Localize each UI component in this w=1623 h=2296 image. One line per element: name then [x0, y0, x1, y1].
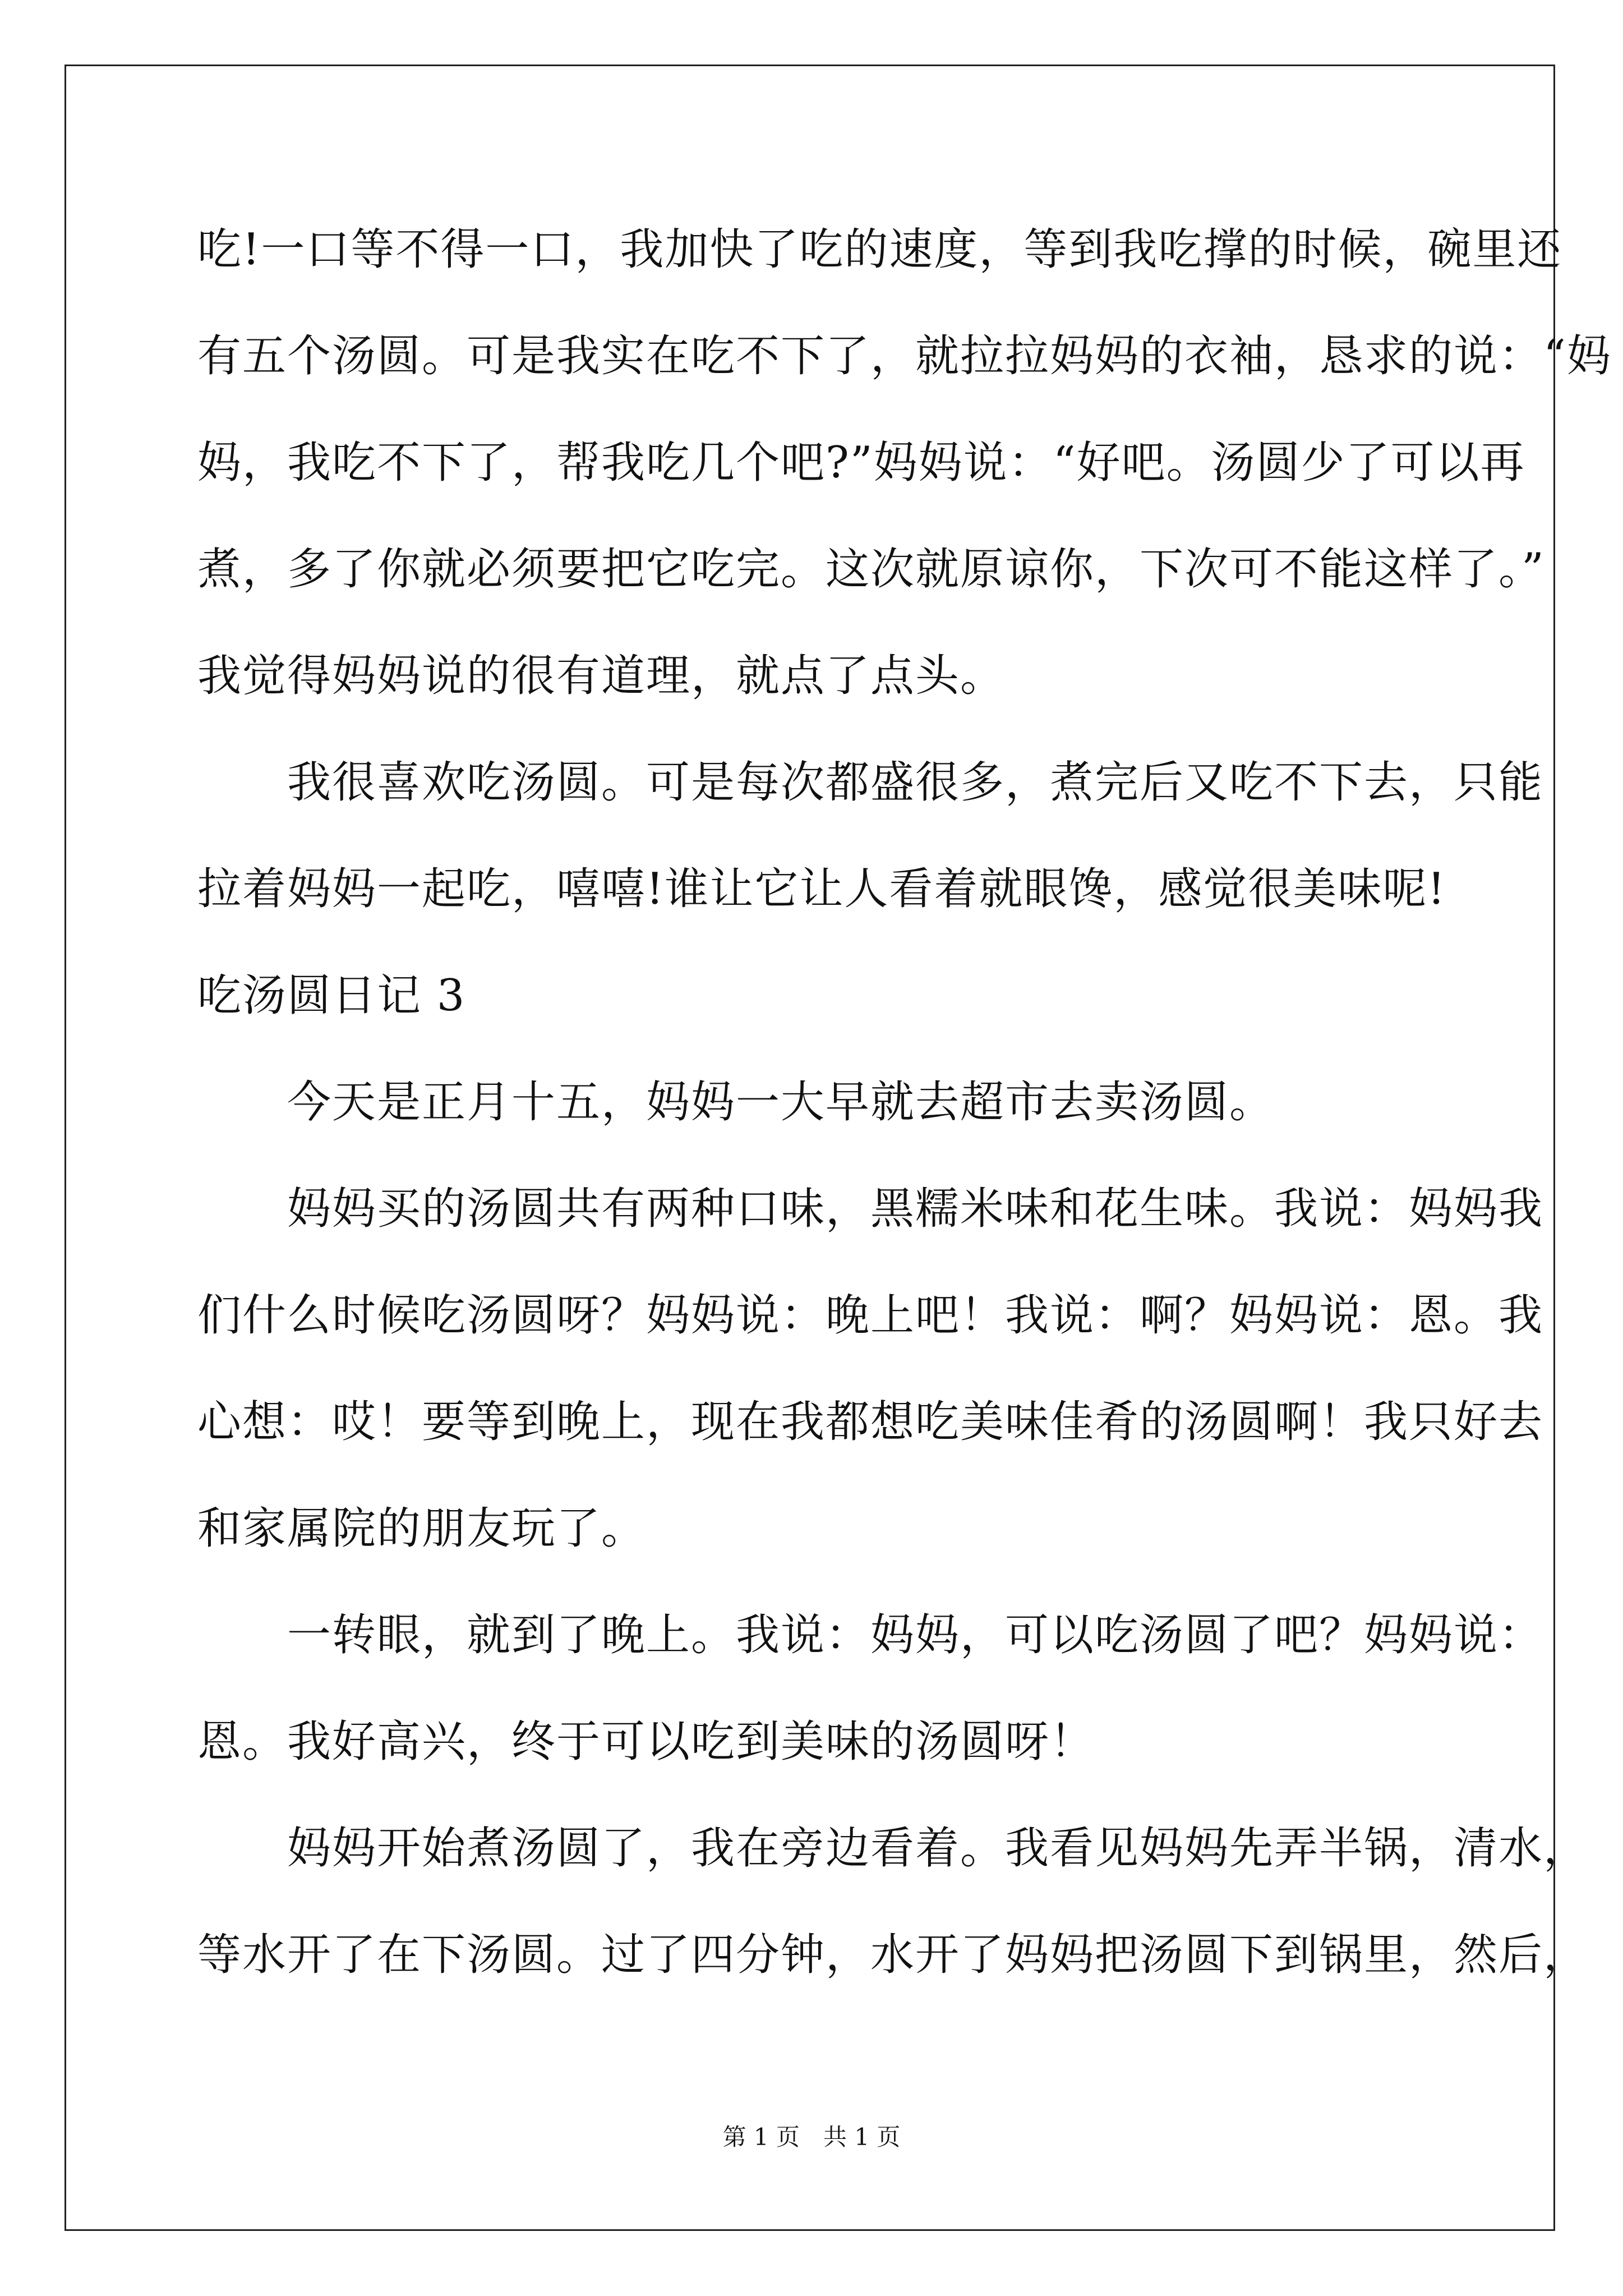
- section-heading: 吃汤圆日记 3: [197, 970, 466, 1021]
- text-line: 拉着妈妈一起吃，嘻嘻!谁让它让人看着就眼馋，感觉很美味呢!: [197, 864, 1446, 914]
- text-line: 妈，我吃不下了，帮我吃几个吧?”妈妈说：“好吧。汤圆少了可以再: [197, 438, 1525, 488]
- page-frame: [64, 65, 1555, 2231]
- text-line: 等水开了在下汤圆。过了四分钟，水开了妈妈把汤圆下到锅里，然后，: [197, 1930, 1589, 1980]
- text-line: 吃!一口等不得一口，我加快了吃的速度，等到我吃撑的时候，碗里还: [197, 224, 1562, 275]
- text-line: 我很喜欢吃汤圆。可是每次都盛很多，煮完后又吃不下去，只能: [197, 757, 1544, 808]
- text-line: 妈妈开始煮汤圆了，我在旁边看着。我看见妈妈先弄半锅，清水，: [197, 1823, 1589, 1874]
- text-line: 有五个汤圆。可是我实在吃不下了，就拉拉妈妈的衣袖，恳求的说：“妈: [197, 331, 1612, 381]
- text-line: 妈妈买的汤圆共有两种口味，黑糯米味和花生味。我说：妈妈我: [197, 1184, 1544, 1234]
- text-line: 和家属院的朋友玩了。: [197, 1503, 647, 1554]
- text-line: 煮，多了你就必须要把它吃完。这次就原谅你，下次可不能这样了。”: [197, 544, 1545, 595]
- text-line: 一转眼，就到了晚上。我说：妈妈，可以吃汤圆了吧？妈妈说：: [197, 1610, 1544, 1660]
- page-number-footer: 第 1 页 共 1 页: [722, 2123, 901, 2151]
- text-line: 今天是正月十五，妈妈一大早就去超市去卖汤圆。: [197, 1077, 1275, 1128]
- text-line: 们什么时候吃汤圆呀？妈妈说：晚上吧！我说：啊？妈妈说：恩。我: [197, 1290, 1544, 1341]
- text-line: 心想：哎！要等到晚上，现在我都想吃美味佳肴的汤圆啊！我只好去: [197, 1397, 1544, 1447]
- text-line: 恩。我好高兴，终于可以吃到美味的汤圆呀！: [197, 1717, 1095, 1767]
- text-line: 我觉得妈妈说的很有道理，就点了点头。: [197, 651, 1006, 701]
